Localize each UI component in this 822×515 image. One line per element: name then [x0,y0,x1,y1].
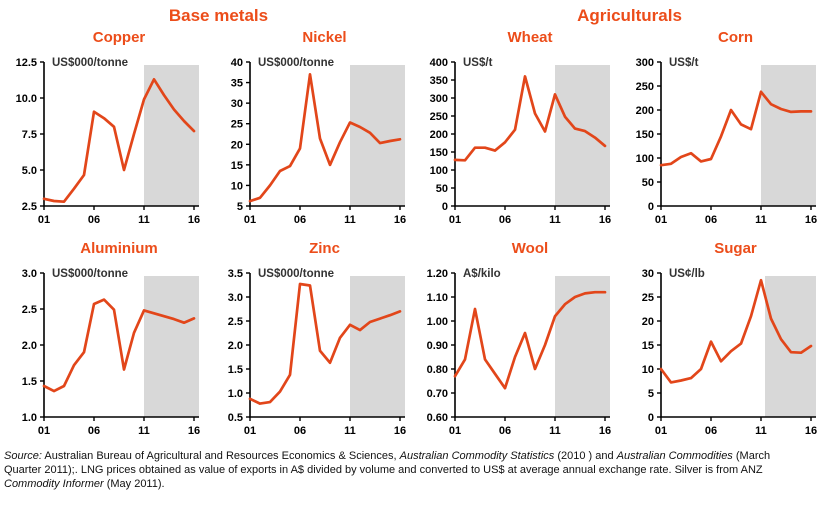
source-note: Source: Australian Bureau of Agricultural and Resources Economics & Sciences, Australian Commodity Statistics (2010 ) and Australian Commodities (March Quarter 2011);. LNG prices obtained as value of exports in A$ divided by volume and converted to US$ at average annual exchange rate. Silver is from ANZ Commodity Informer (May 2011). [4,450,771,490]
chart-nickel [206,26,412,231]
svg-text:3.0: 3.0 [227,292,243,304]
wheat-line-chart [411,47,616,231]
group-title-agriculturals: Agriculturals [577,6,682,25]
svg-text:06: 06 [293,425,306,437]
svg-text:250: 250 [635,81,654,93]
svg-text:20: 20 [641,316,654,328]
svg-text:1.0: 1.0 [21,412,37,424]
svg-text:11: 11 [138,214,150,226]
svg-text:15: 15 [641,340,654,352]
svg-text:12.5: 12.5 [15,57,37,69]
svg-text:2.0: 2.0 [227,340,243,352]
svg-text:01: 01 [37,214,51,226]
svg-text:US¢/lb: US¢/lb [668,268,705,280]
aluminium-line-chart [0,258,205,442]
chart-title-copper: Copper [92,29,146,46]
copper-line-chart [0,47,205,231]
chart-sugar [617,231,822,442]
svg-text:15: 15 [230,159,243,172]
svg-text:US$000/tonne: US$000/tonne [52,57,129,69]
svg-text:01: 01 [243,425,256,437]
svg-text:16: 16 [187,214,201,226]
svg-text:06: 06 [498,425,512,437]
svg-text:50: 50 [435,183,448,195]
chart-wheat [411,26,617,231]
svg-text:US$000/tonne: US$000/tonne [257,268,334,280]
svg-text:16: 16 [804,214,817,226]
svg-text:20: 20 [230,139,243,152]
chart-aluminium [0,231,206,442]
svg-text:150: 150 [635,129,654,141]
svg-text:11: 11 [549,425,561,437]
corn-line-chart [617,47,822,231]
svg-text:5: 5 [647,388,654,400]
svg-text:16: 16 [187,425,201,437]
svg-text:5.0: 5.0 [21,165,37,177]
svg-text:01: 01 [243,214,256,226]
svg-text:0.80: 0.80 [426,364,448,376]
svg-text:US$000/tonne: US$000/tonne [257,57,334,69]
svg-text:300: 300 [635,57,654,69]
svg-text:01: 01 [654,214,667,226]
chart-zinc [206,231,412,442]
svg-text:16: 16 [598,214,612,226]
chart-row-top [0,26,822,231]
svg-text:06: 06 [498,214,512,226]
chart-title-nickel: Nickel [302,29,347,46]
svg-text:06: 06 [293,214,306,226]
chart-title-wheat: Wheat [507,29,553,46]
svg-text:01: 01 [37,425,51,437]
svg-text:06: 06 [704,425,717,437]
svg-text:1.10: 1.10 [426,292,448,304]
sugar-line-chart [617,258,822,442]
wool-line-chart [411,258,616,442]
chart-row-bottom [0,231,822,442]
svg-text:2.5: 2.5 [21,304,37,316]
svg-text:11: 11 [549,214,561,226]
svg-text:25: 25 [641,292,654,304]
svg-text:25: 25 [230,118,243,131]
svg-text:0.5: 0.5 [227,412,243,424]
chart-corn [617,26,822,231]
svg-text:06: 06 [704,214,717,226]
svg-text:40: 40 [230,57,243,69]
svg-text:30: 30 [230,98,243,111]
svg-text:300: 300 [429,93,448,105]
svg-text:11: 11 [343,425,356,437]
svg-text:01: 01 [448,214,462,226]
svg-text:01: 01 [654,425,667,437]
svg-text:100: 100 [635,153,654,165]
svg-text:06: 06 [87,425,101,437]
svg-text:7.5: 7.5 [21,129,37,141]
svg-text:US$/t: US$/t [463,57,493,69]
svg-text:3.0: 3.0 [21,268,37,280]
group-title-row [0,0,822,26]
svg-text:06: 06 [87,214,101,226]
svg-text:200: 200 [635,105,654,117]
chart-wool [411,231,617,442]
zinc-line-chart [206,258,411,442]
svg-text:5: 5 [236,201,243,213]
chart-copper [0,26,206,231]
svg-text:US$000/tonne: US$000/tonne [52,268,129,280]
svg-text:16: 16 [598,425,612,437]
svg-text:1.20: 1.20 [426,268,448,280]
svg-text:01: 01 [448,425,462,437]
svg-text:150: 150 [429,147,448,159]
svg-text:50: 50 [641,177,654,189]
svg-text:16: 16 [393,214,406,226]
svg-text:3.5: 3.5 [227,268,243,280]
svg-text:1.5: 1.5 [21,376,37,388]
svg-text:200: 200 [429,129,448,141]
nickel-line-chart [206,47,411,231]
svg-text:0.60: 0.60 [426,412,448,424]
chart-title-zinc: Zinc [309,240,340,257]
svg-text:2.5: 2.5 [21,201,37,213]
svg-text:10: 10 [641,364,654,376]
svg-text:0.70: 0.70 [426,388,448,400]
svg-text:11: 11 [343,214,356,226]
svg-text:30: 30 [641,268,654,280]
chart-title-wool: Wool [511,240,549,257]
svg-text:10.0: 10.0 [15,93,37,105]
chart-title-corn: Corn [718,29,753,46]
svg-text:11: 11 [754,425,767,437]
svg-text:2.5: 2.5 [227,316,243,328]
svg-text:10: 10 [230,180,243,193]
svg-text:1.00: 1.00 [426,316,448,328]
svg-text:0: 0 [647,201,654,213]
svg-text:0.90: 0.90 [426,340,448,352]
svg-text:16: 16 [393,425,406,437]
svg-text:35: 35 [230,77,243,90]
svg-text:US$/t: US$/t [668,57,698,69]
group-title-base-metals: Base metals [168,6,269,25]
svg-text:350: 350 [429,75,448,87]
svg-text:100: 100 [429,165,448,177]
svg-text:0: 0 [647,412,654,424]
svg-text:11: 11 [138,425,150,437]
svg-text:A$/kilo: A$/kilo [463,268,501,280]
svg-text:1.5: 1.5 [227,364,243,376]
svg-text:16: 16 [804,425,817,437]
svg-text:1.0: 1.0 [227,388,243,400]
svg-text:250: 250 [429,111,448,123]
svg-text:2.0: 2.0 [21,340,37,352]
svg-text:400: 400 [429,57,448,69]
svg-text:11: 11 [754,214,767,226]
chart-title-sugar: Sugar [714,240,757,257]
chart-title-aluminium: Aluminium [80,240,158,257]
svg-text:0: 0 [441,201,448,213]
